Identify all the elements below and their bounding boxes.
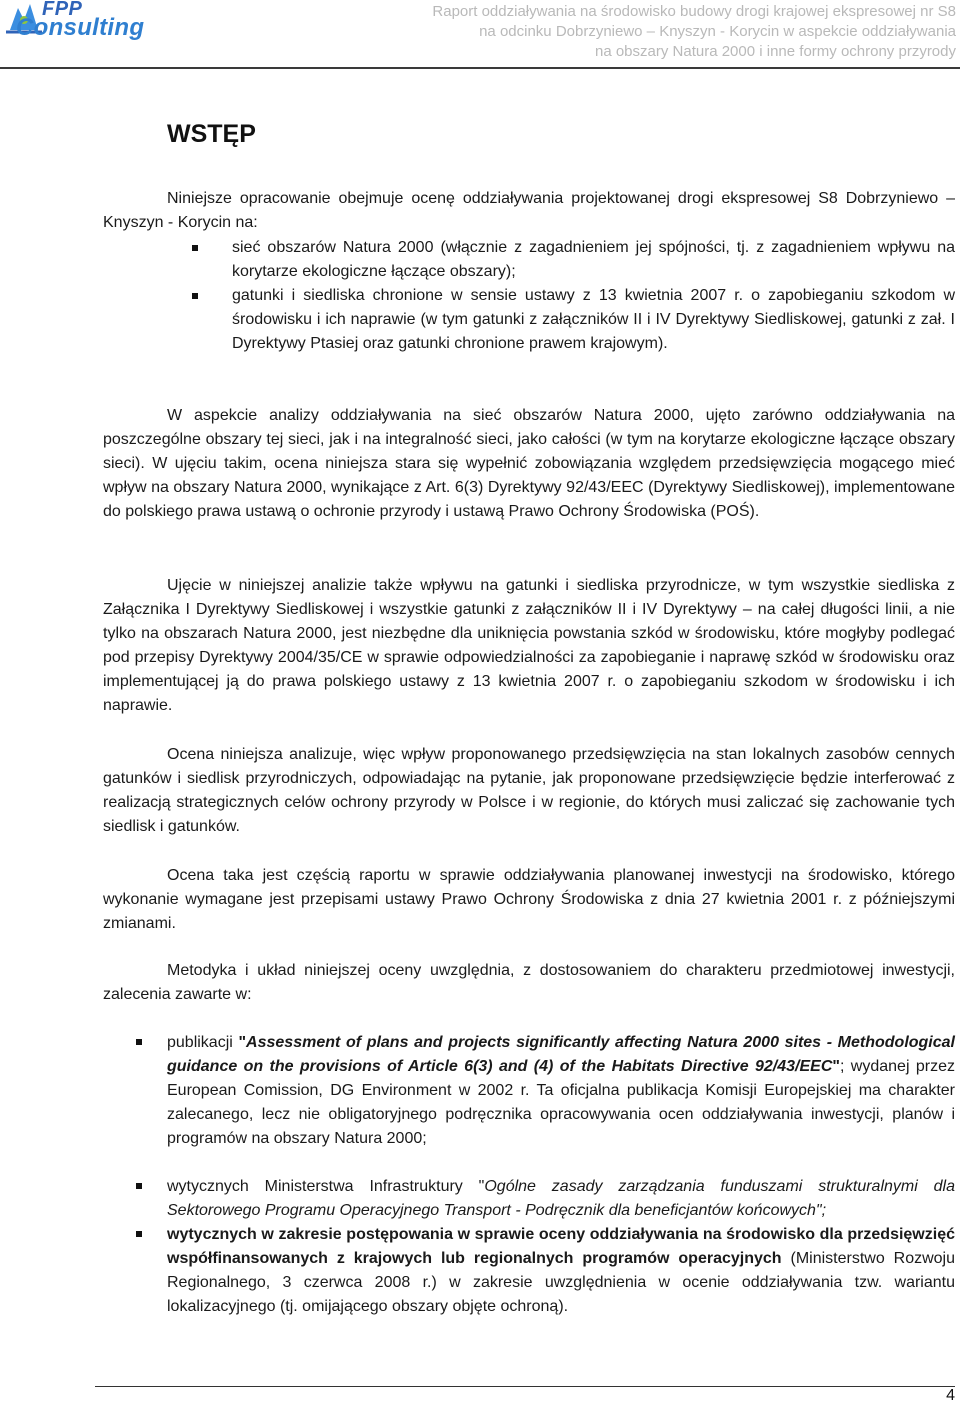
scope-list: [232, 236, 955, 356]
list-item: gatunki i siedliska chronione w sensie ustawy z 13 kwietnia 2007 r. o zapobieganiu szkodom w środowisku i ich naprawie (w tym gatunki z załączników II i IV Dyrektywy Siedliskowej, gatunki z zał. I Dyrektywy Ptasiej oraz gatunki chronione prawem krajowym).: [232, 284, 955, 356]
list-item: sieć obszarów Natura 2000 (włącznie z zagadnieniem jej spójności, tj. z zagadnieniem wpływu na korytarze ekologiczne łączące obszary);: [232, 236, 955, 284]
intro-paragraph: Niniejsze opracowanie obejmuje ocenę oddziaływania projektowanej drogi ekspresowej S8 Dobrzyniewo – Knyszyn - Korycin na:: [103, 190, 955, 231]
header-line-2: na odcinku Dobrzyniewo – Knyszyn - Korycin w aspekcie oddziaływania: [479, 23, 956, 40]
list-item: wytycznych w zakresie postępowania w sprawie oceny oddziaływania na środowisko dla przedsięwzięć współfinansowanych z krajowych lub regionalnych programów operacyjnych (Ministerstwo Rozwoju Regionalnego, 3 czerwca 2008 r.) w zakresie uwzględnienia w ocenie oddziaływania tzw. wariantu lokalizacyjnego (tj. omijającego obszary objęte ochroną).: [167, 1223, 955, 1319]
guidelines-title: Ogólne zasady zarządzania funduszami strukturalnymi dla Sektorowego Programu Operacyjnego Transport - Podręcznik dla beneficjantów końcowych";: [167, 1178, 955, 1219]
company-logo: [4, 0, 164, 44]
guidance-list: [167, 1031, 955, 1319]
bullet-icon: [136, 1039, 142, 1045]
bullet-icon: [192, 245, 198, 251]
bullet-icon: [136, 1183, 142, 1189]
header-divider: [0, 67, 960, 69]
logo-text-fpp: FPP: [42, 0, 83, 20]
publication-title: Assessment of plans and projects significantly affecting Natura 2000 sites - Methodological guidance on the provisions of Article 6(3) and (4) of the Habitats Directive 92/43/EEC: [167, 1034, 955, 1075]
list-item: wytycznych Ministerstwa Infrastruktury "Ogólne zasady zarządzania funduszami strukturalnymi dla Sektorowego Programu Operacyjnego Transport - Podręcznik dla beneficjantów końcowych";: [167, 1175, 955, 1223]
header-line-1: Raport oddziaływania na środowisko budowy drogi krajowej ekspresowej nr S8: [432, 3, 956, 20]
section-heading: WSTĘP: [167, 120, 256, 148]
page-number: 4: [946, 1387, 955, 1404]
paragraph: Ocena niniejsza analizuje, więc wpływ proponowanego przedsięwzięcia na stan lokalnych zasobów cennych gatunków i siedlisk przyrodniczych, odpowiadając na pytanie, jak proponowane przedsięwzięcie będzie interferować z realizacją strategicznych celów ochrony przyrody w Polsce i w regionie, do których musi zaliczać się zachowanie tych siedlisk i gatunków.: [103, 746, 955, 835]
report-header: [432, 2, 956, 62]
bullet-icon: [192, 293, 198, 299]
paragraph: Metodyka i układ niniejszej oceny uwzględnia, z dostosowaniem do charakteru przedmiotowej inwestycji, zalecenia zawarte w:: [103, 962, 955, 1003]
paragraph: W aspekcie analizy oddziaływania na sieć obszarów Natura 2000, ujęto zarówno oddziaływania na poszczególne obszary tej sieci, jak i na integralność sieci, jako całości (w tym na korytarze ekologiczne łączące obszary sieci). W ujęciu takim, ocena niniejsza stara się wypełnić zobowiązania względem przedsięwzięcia mogącego mieć wpływ na obszary Natura 2000, wynikające z Art. 6(3) Dyrektywy 92/43/EEC (Dyrektywy Siedliskowej), implementowane do polskiego prawa ustawą o ochronie przyrody i ustawą Prawo Ochrony Środowiska (POŚ).: [103, 407, 955, 520]
paragraph: Ujęcie w niniejszej analizie także wpływu na gatunki i siedliska przyrodnicze, w tym wszystkie siedliska z Załącznika I Dyrektywy Siedliskowej i wszystkie gatunki z załączników II i IV Dyrektywy – na całej długości linii, a nie tylko na obszarach Natura 2000, jest niezbędne dla uniknięcia powstania szkód w środowisku, które mogłyby podlegać pod przepisy Dyrektywy 2004/35/CE w sprawie odpowiedzialności za zapobieganie i naprawę szkód w środowisku oraz implementującej ją do prawa polskiego ustawy z 13 kwietnia 2007 r. o zapobieganiu szkodom w środowisku i ich naprawie.: [103, 577, 955, 714]
bullet-icon: [136, 1231, 142, 1237]
logo-text-consulting: Consulting: [16, 14, 145, 41]
paragraph: Ocena taka jest częścią raportu w sprawie oddziaływania planowanej inwestycji na środowisko, którego wykonanie wymagane jest przepisami ustawy Prawo Ochrony Środowiska z dnia 27 kwietnia 2001 r. z późniejszymi zmianami.: [103, 867, 955, 932]
footer-divider: [95, 1386, 955, 1387]
list-item: publikacji "Assessment of plans and projects significantly affecting Natura 2000 sites - Methodological guidance on the provisions of Article 6(3) and (4) of the Habitats Directive 92/43/EEC"; wydanej przez European Comission, DG Environment w 2002 r. Ta oficjalna publikacja Komisji Europejskiej ma charakter zalecanego, lecz nie obligatoryjnego podręcznika opracowywania ocen oddziaływania inwestycji, planów i programów na obszary Natura 2000;: [167, 1031, 955, 1151]
header-line-3: na obszary Natura 2000 i inne formy ochrony przyrody: [594, 43, 956, 60]
